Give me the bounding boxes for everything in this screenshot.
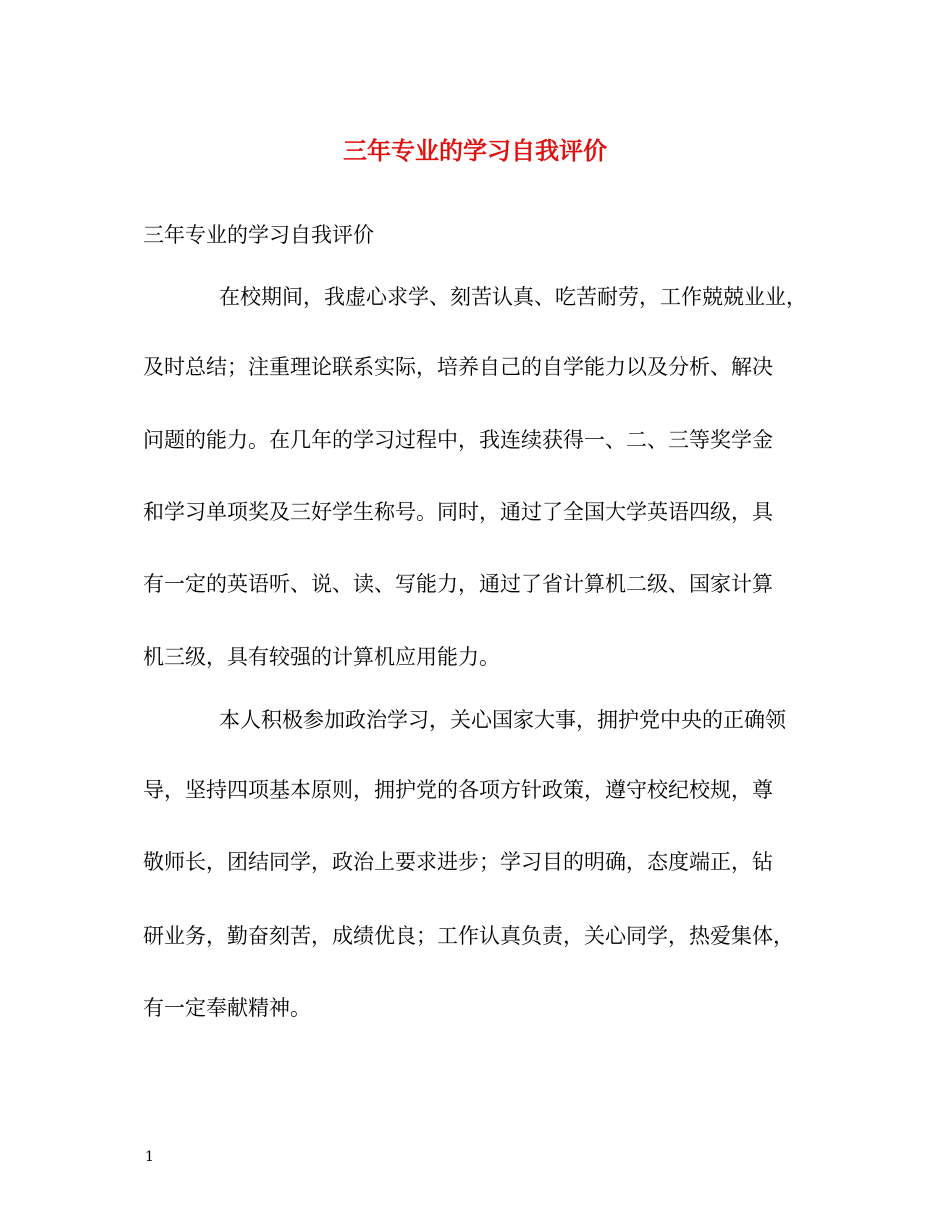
document-title: 三年专业的学习自我评价 [343, 136, 607, 165]
paragraph-line: 有一定的英语听、说、读、写能力，通过了省计算机二级、国家计算 [143, 572, 773, 596]
paragraph-line: 问题的能力。在几年的学习过程中，我连续获得一、二、三等奖学金 [143, 428, 773, 452]
paragraph-line: 导，坚持四项基本原则，拥护党的各项方针政策，遵守校纪校规，尊 [143, 778, 773, 802]
paragraph-line: 敬师长，团结同学，政治上要求进步；学习目的明确，态度端正，钻 [143, 850, 773, 874]
document-subtitle: 三年专业的学习自我评价 [143, 223, 374, 247]
paragraph-line: 机三级，具有较强的计算机应用能力。 [143, 645, 500, 669]
paragraph-line: 本人积极参加政治学习，关心国家大事，拥护党中央的正确领 [219, 708, 786, 732]
paragraph-line: 有一定奉献精神。 [143, 996, 311, 1020]
page-number: 1 [145, 1149, 154, 1165]
paragraph-line: 和学习单项奖及三好学生称号。同时，通过了全国大学英语四级，具 [143, 500, 773, 524]
paragraph-line: 在校期间，我虚心求学、刻苦认真、吃苦耐劳，工作兢兢业业， [219, 285, 807, 309]
paragraph-line: 研业务，勤奋刻苦，成绩优良；工作认真负责，关心同学，热爱集体， [143, 924, 794, 948]
paragraph-line: 及时总结；注重理论联系实际，培养自己的自学能力以及分析、解决 [143, 355, 773, 379]
